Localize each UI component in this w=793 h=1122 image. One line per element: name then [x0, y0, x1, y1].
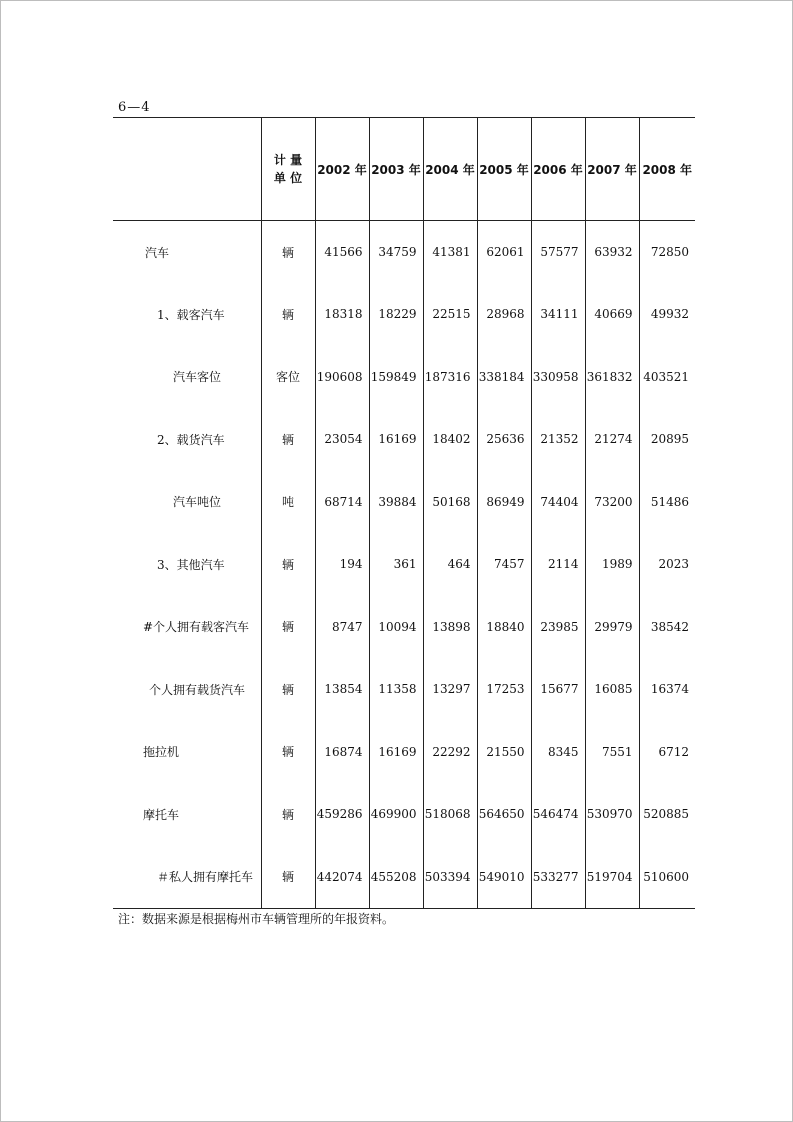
cell-value: 18840 — [477, 596, 531, 659]
header-unit-line2: 单 位 — [273, 171, 303, 185]
row-label: 3、其他汽车 — [157, 557, 225, 572]
row-label: 拖拉机 — [143, 745, 180, 760]
cell-value: 21352 — [531, 408, 585, 471]
cell-value: 11358 — [369, 658, 423, 721]
cell-value: 455208 — [369, 846, 423, 909]
cell-value: 361832 — [585, 346, 639, 409]
table-row — [113, 408, 695, 471]
table-row — [113, 846, 695, 909]
cell-value: 1989 — [585, 533, 639, 596]
cell-value: 8747 — [315, 596, 369, 659]
cell-value: 25636 — [477, 408, 531, 471]
row-label: 个人拥有载货汽车 — [149, 682, 246, 697]
cell-value: 16374 — [639, 658, 695, 721]
row-unit: 客位 — [261, 346, 315, 409]
cell-value: 530970 — [585, 783, 639, 846]
cell-value: 519704 — [585, 846, 639, 909]
cell-value: 51486 — [639, 471, 695, 534]
cell-value: 57577 — [531, 221, 585, 284]
cell-value: 533277 — [531, 846, 585, 909]
cell-value: 50168 — [423, 471, 477, 534]
cell-value: 16085 — [585, 658, 639, 721]
header-year-2007: 2007 年 — [585, 118, 639, 221]
cell-value: 17253 — [477, 658, 531, 721]
cell-value: 16874 — [315, 721, 369, 784]
cell-value: 34759 — [369, 221, 423, 284]
row-unit: 辆 — [261, 408, 315, 471]
table-row — [113, 471, 695, 534]
table-row — [113, 533, 695, 596]
cell-value: 13854 — [315, 658, 369, 721]
table-number: 6—4 — [118, 100, 151, 115]
row-label: ＃私人拥有摩托车 — [113, 846, 261, 909]
cell-value: 21274 — [585, 408, 639, 471]
row-label: 汽车 — [145, 245, 170, 260]
cell-value: 34111 — [531, 283, 585, 346]
vehicle-statistics-table — [113, 117, 695, 909]
table-row — [113, 783, 695, 846]
header-row — [113, 118, 695, 221]
row-unit: 辆 — [261, 283, 315, 346]
row-label: 摩托车 — [143, 807, 180, 822]
cell-value: 18318 — [315, 283, 369, 346]
cell-value: 2114 — [531, 533, 585, 596]
cell-value: 23054 — [315, 408, 369, 471]
row-unit: 辆 — [261, 783, 315, 846]
cell-value: 13898 — [423, 596, 477, 659]
cell-value: 40669 — [585, 283, 639, 346]
cell-value: 39884 — [369, 471, 423, 534]
header-year-2006: 2006 年 — [531, 118, 585, 221]
cell-value: 442074 — [315, 846, 369, 909]
cell-value: 41566 — [315, 221, 369, 284]
row-label: 2、载货汽车 — [157, 432, 225, 447]
cell-value: 520885 — [639, 783, 695, 846]
cell-value: 74404 — [531, 471, 585, 534]
cell-value: 361 — [369, 533, 423, 596]
cell-value: 41381 — [423, 221, 477, 284]
cell-value: 503394 — [423, 846, 477, 909]
row-label: #个人拥有载客汽车 — [143, 620, 250, 635]
header-year-2005: 2005 年 — [477, 118, 531, 221]
cell-value: 38542 — [639, 596, 695, 659]
cell-value: 10094 — [369, 596, 423, 659]
cell-value: 62061 — [477, 221, 531, 284]
cell-value: 469900 — [369, 783, 423, 846]
row-label: 汽车吨位 — [173, 495, 222, 510]
cell-value: 13297 — [423, 658, 477, 721]
cell-value: 18402 — [423, 408, 477, 471]
row-unit: 辆 — [261, 846, 315, 909]
cell-value: 510600 — [639, 846, 695, 909]
cell-value: 63932 — [585, 221, 639, 284]
cell-value: 2023 — [639, 533, 695, 596]
header-unit — [261, 118, 315, 221]
cell-value: 194 — [315, 533, 369, 596]
cell-value: 68714 — [315, 471, 369, 534]
cell-value: 23985 — [531, 596, 585, 659]
cell-value: 6712 — [639, 721, 695, 784]
cell-value: 403521 — [639, 346, 695, 409]
cell-value: 459286 — [315, 783, 369, 846]
row-unit: 辆 — [261, 658, 315, 721]
cell-value: 187316 — [423, 346, 477, 409]
table-row — [113, 596, 695, 659]
cell-value: 190608 — [315, 346, 369, 409]
cell-value: 22292 — [423, 721, 477, 784]
cell-value: 549010 — [477, 846, 531, 909]
header-unit-line1: 计 量 — [273, 153, 303, 167]
table-row — [113, 221, 695, 284]
cell-value: 22515 — [423, 283, 477, 346]
table-row — [113, 721, 695, 784]
header-year-2004: 2004 年 — [423, 118, 477, 221]
cell-value: 28968 — [477, 283, 531, 346]
table-row — [113, 346, 695, 409]
header-year-2008: 2008 年 — [639, 118, 695, 221]
cell-value: 564650 — [477, 783, 531, 846]
table-row — [113, 283, 695, 346]
cell-value: 464 — [423, 533, 477, 596]
cell-value: 8345 — [531, 721, 585, 784]
cell-value: 7551 — [585, 721, 639, 784]
source-note: 注：数据来源是根据梅州市车辆管理所的年报资料。 — [118, 912, 395, 926]
cell-value: 518068 — [423, 783, 477, 846]
cell-value: 159849 — [369, 346, 423, 409]
row-unit: 辆 — [261, 596, 315, 659]
cell-value: 7457 — [477, 533, 531, 596]
cell-value: 18229 — [369, 283, 423, 346]
cell-value: 330958 — [531, 346, 585, 409]
cell-value: 21550 — [477, 721, 531, 784]
header-year-2003: 2003 年 — [369, 118, 423, 221]
cell-value: 29979 — [585, 596, 639, 659]
row-unit: 辆 — [261, 721, 315, 784]
row-label: 1、载客汽车 — [157, 307, 225, 322]
row-unit: 辆 — [261, 533, 315, 596]
cell-value: 20895 — [639, 408, 695, 471]
cell-value: 72850 — [639, 221, 695, 284]
cell-value: 546474 — [531, 783, 585, 846]
header-year-2002: 2002 年 — [315, 118, 369, 221]
cell-value: 49932 — [639, 283, 695, 346]
cell-value: 16169 — [369, 408, 423, 471]
table-row — [113, 658, 695, 721]
cell-value: 16169 — [369, 721, 423, 784]
cell-value: 15677 — [531, 658, 585, 721]
header-blank-cell — [113, 118, 261, 221]
row-label: 汽车客位 — [173, 370, 222, 385]
row-unit: 辆 — [261, 221, 315, 284]
row-unit: 吨 — [261, 471, 315, 534]
cell-value: 86949 — [477, 471, 531, 534]
cell-value: 73200 — [585, 471, 639, 534]
cell-value: 338184 — [477, 346, 531, 409]
